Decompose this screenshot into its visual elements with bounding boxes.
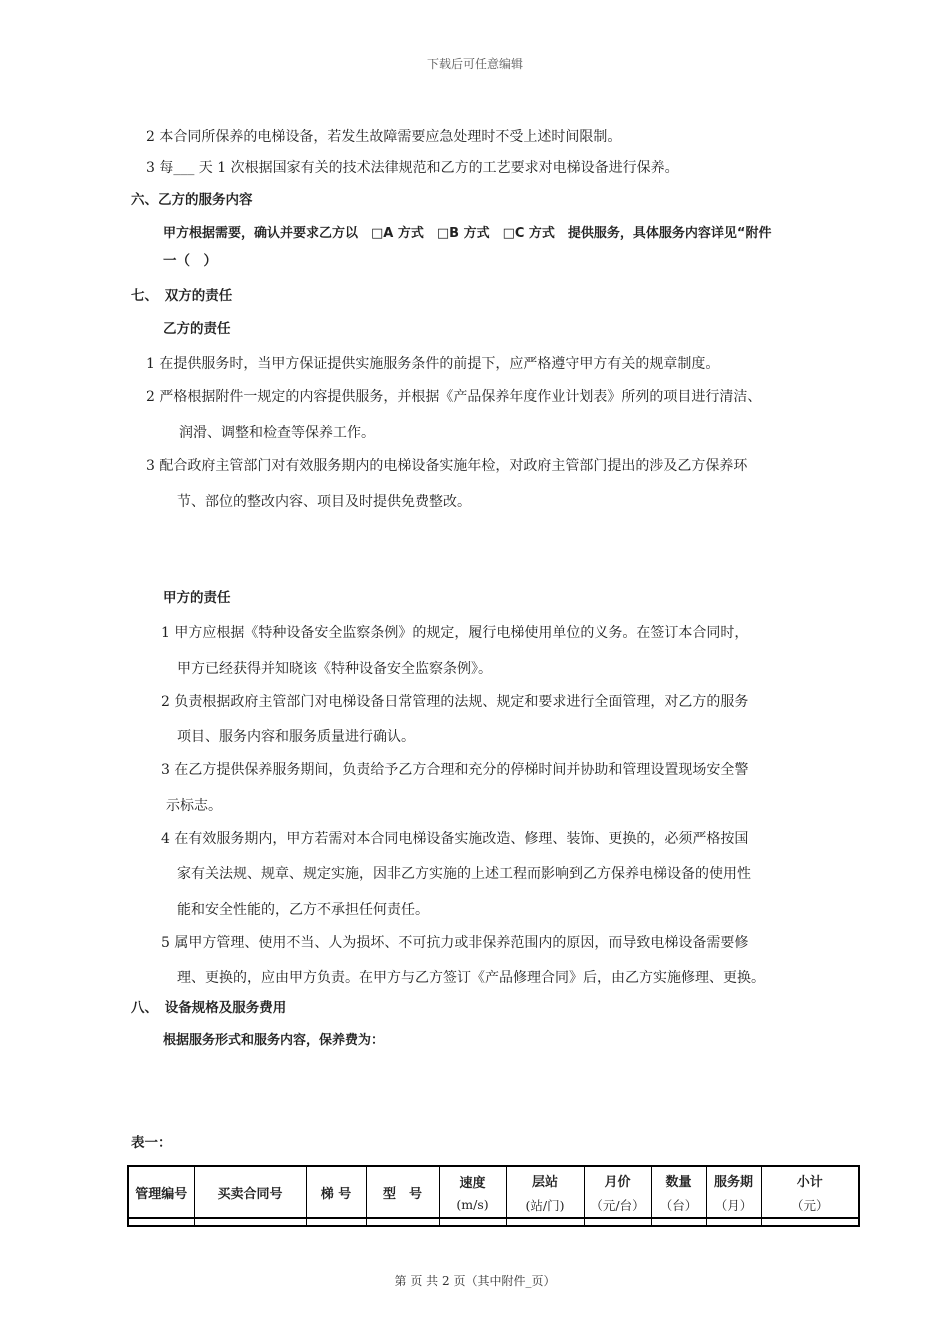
- col-header: [506, 1166, 584, 1218]
- col-header-label: 型 号: [382, 1186, 422, 1202]
- paragraph-line: 3 每___ 天 1 次根据国家有关的技术法律规范和乙方的工艺要求对电梯设备进行保养。: [146, 160, 679, 176]
- subheading-yi: 乙方的责任: [163, 321, 231, 337]
- paragraph-line: 项目、服务内容和服务质量进行确认。: [177, 729, 415, 745]
- col-header-label: 买卖合同号: [217, 1186, 283, 1202]
- service-fee-table: [127, 1165, 860, 1227]
- col-header-label: 层站: [531, 1174, 558, 1190]
- page-header: 下载后可任意编辑: [426, 57, 523, 71]
- col-header: [706, 1166, 761, 1218]
- paragraph-line: 1 甲方应根据《特种设备安全监察条例》的规定，履行电梯使用单位的义务。在签订本合同时，: [161, 625, 749, 641]
- section-heading-8: 八、 设备规格及服务费用: [131, 1000, 287, 1016]
- col-header-unit: (m/s): [456, 1197, 489, 1212]
- section-heading-7: 七、 双方的责任: [131, 288, 233, 304]
- table-cell: [651, 1218, 706, 1226]
- paragraph-line: 甲方已经获得并知晓该《特种设备安全监察条例》。: [177, 661, 492, 677]
- col-header: [128, 1166, 194, 1218]
- table-cell: [128, 1218, 194, 1226]
- col-header-label: 月价: [604, 1174, 631, 1190]
- table-cell: [306, 1218, 366, 1226]
- col-header: [439, 1166, 506, 1218]
- table-cell: [439, 1218, 506, 1226]
- paragraph-line: 3 配合政府主管部门对有效服务期内的电梯设备实施年检，对政府主管部门提出的涉及乙方保养环: [146, 458, 748, 474]
- section-heading-6: 六、乙方的服务内容: [131, 192, 253, 208]
- paragraph-line: 润滑、调整和检查等保养工作。: [179, 425, 375, 441]
- paragraph-line: 节、部位的整改内容、项目及时提供免费整改。: [177, 494, 471, 510]
- paragraph-line: 3 在乙方提供保养服务期间，负责给予乙方合理和充分的停梯时间并协助和管理设置现场安全警: [161, 762, 749, 778]
- col-header: [306, 1166, 366, 1218]
- table-cell: [706, 1218, 761, 1226]
- table-label: 表一：: [131, 1135, 172, 1151]
- col-header-label: 速度: [459, 1176, 486, 1191]
- paragraph-line: 2 严格根据附件一规定的内容提供服务，并根据《产品保养年度作业计划表》所列的项目进行清洁、: [146, 389, 762, 405]
- col-header-unit: （月）: [714, 1197, 753, 1213]
- paragraph-line: 示标志。: [166, 798, 222, 814]
- paragraph-line: 根据服务形式和服务内容，保养费为：: [163, 1033, 385, 1048]
- paragraph-line: 一（ ）: [163, 253, 217, 269]
- table-cell: [761, 1218, 859, 1226]
- paragraph-line: 2 负责根据政府主管部门对电梯设备日常管理的法规、规定和要求进行全面管理，对乙方的服务: [161, 694, 749, 710]
- col-header-label: 小计: [796, 1174, 823, 1190]
- table-header-row: [128, 1166, 859, 1218]
- col-header: [584, 1166, 651, 1218]
- table-cell: [366, 1218, 439, 1226]
- table-row: [128, 1218, 859, 1226]
- col-header-unit: （元/台）: [590, 1197, 645, 1213]
- paragraph-line: 1 在提供服务时，当甲方保证提供实施服务条件的前提下，应严格遵守甲方有关的规章制度。: [146, 356, 720, 372]
- paragraph-line: 2 本合同所保养的电梯设备，若发生故障需要应急处理时不受上述时间限制。: [146, 129, 622, 145]
- col-header-unit: (站/门): [525, 1197, 565, 1213]
- paragraph-line: 理、更换的，应由甲方负责。在甲方与乙方签订《产品修理合同》后，由乙方实施修理、更换。: [177, 970, 765, 986]
- col-header-unit: （台）: [659, 1197, 698, 1213]
- paragraph-line: 4 在有效服务期内，甲方若需对本合同电梯设备实施改造、修理、装饰、更换的，必须严格按国: [161, 831, 749, 847]
- col-header-unit: （元）: [790, 1197, 829, 1213]
- col-header-label: 梯 号: [320, 1186, 352, 1202]
- col-header: [194, 1166, 306, 1218]
- subheading-jia: 甲方的责任: [163, 590, 231, 606]
- table-cell: [194, 1218, 306, 1226]
- paragraph-line: 能和安全性能的，乙方不承担任何责任。: [177, 902, 429, 918]
- table-cell: [506, 1218, 584, 1226]
- paragraph-line: 甲方根据需要，确认并要求乙方以 □A 方式 □B 方式 □C 方式 提供服务，具体服务内容详见“附件: [163, 226, 772, 241]
- page-footer: 第 页 共 2 页（其中附件_页）: [394, 1274, 556, 1288]
- paragraph-line: 5 属甲方管理、使用不当、人为损坏、不可抗力或非保养范围内的原因，而导致电梯设备需要修: [161, 935, 749, 951]
- col-header-label: 数量: [665, 1174, 692, 1190]
- table-cell: [584, 1218, 651, 1226]
- col-header: [761, 1166, 859, 1218]
- col-header-label: 管理编号: [135, 1186, 188, 1202]
- paragraph-line: 家有关法规、规章、规定实施，因非乙方实施的上述工程而影响到乙方保养电梯设备的使用性: [177, 866, 751, 882]
- col-header: [366, 1166, 439, 1218]
- col-header-label: 服务期: [713, 1174, 753, 1190]
- col-header: [651, 1166, 706, 1218]
